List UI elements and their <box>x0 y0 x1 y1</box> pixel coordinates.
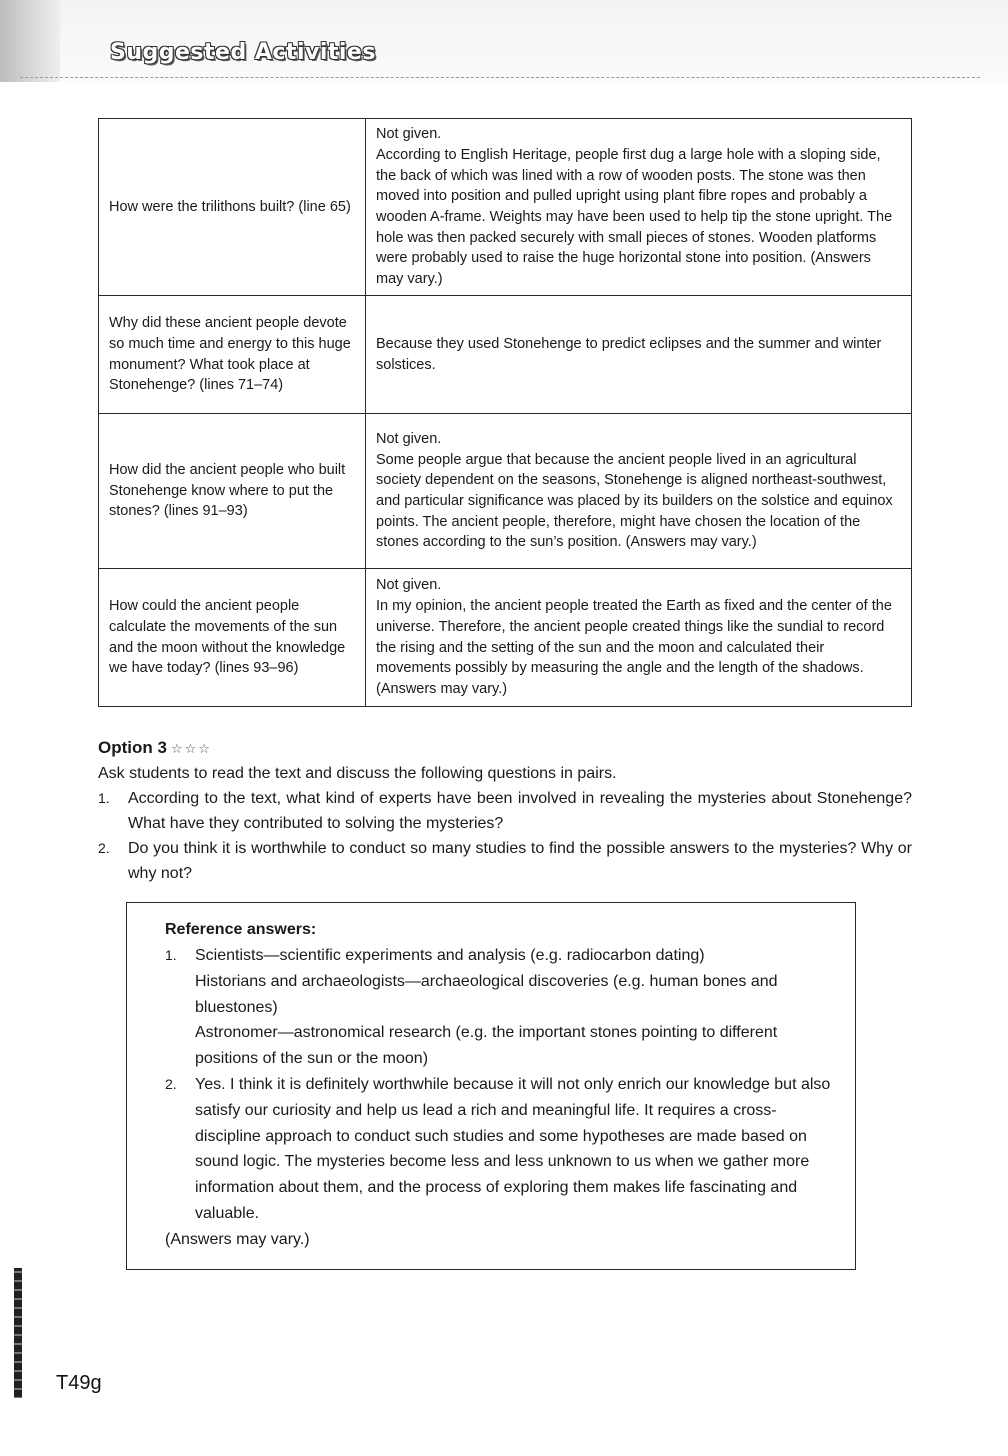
answer-line: Astronomer—astronomical research (e.g. the important stones pointing to different positions of the sun or the moon) <box>195 1024 778 1068</box>
reference-answers-box <box>126 902 856 1270</box>
question-cell: How did the ancient people who built Stonehenge know where to put the stones? (lines 91–93) <box>99 414 366 569</box>
question-number: 1. <box>98 790 110 806</box>
question-text: According to the text, what kind of experts have been involved in revealing the mysteries about Stonehenge? What have they contributed to solving the mysteries? <box>128 790 912 832</box>
answer-line: Yes. I think it is definitely worthwhile because it will not only enrich our knowledge but also satisfy our curiosity and help us lead a rich and meaningful life. It requires a cross-discipline approach to conduct such studies and some hypotheses are made based on sound logic. The mysteries become less and less unknown to us when we gather more information about them, and the process of exploring them makes life fascinating and valuable. <box>195 1075 831 1222</box>
page-number: T49g <box>56 1372 102 1394</box>
option-section <box>98 736 912 886</box>
header-bar <box>0 0 1008 82</box>
answer-line: Historians and archaeologists—archaeological discoveries (e.g. human bones and bluestones) <box>195 972 778 1016</box>
question-answer-table <box>98 118 912 707</box>
answer-line: Not given. <box>376 430 442 447</box>
question-cell: Why did these ancient people devote so much time and energy to this huge monument? What took place at Stonehenge? (lines 71–74) <box>99 296 366 414</box>
question-text: Do you think it is worthwhile to conduct so many studies to find the possible answers to the mysteries? Why or why not? <box>128 840 912 882</box>
answer-number: 2. <box>165 1075 177 1092</box>
question-cell: How were the trilithons built? (line 65) <box>99 119 366 296</box>
answers-vary-note: (Answers may vary.) <box>165 1230 310 1248</box>
answer-number: 1. <box>165 947 177 963</box>
table-row <box>99 414 912 569</box>
binding-strip <box>14 1268 22 1398</box>
header-decoration <box>0 0 60 82</box>
table-row <box>99 569 912 707</box>
section-title: Suggested Activities <box>110 40 376 65</box>
reference-answer <box>165 1072 835 1227</box>
answer-line: Some people argue that because the ancient people lived in an agricultural society dependent on the seasons, Stonehenge is aligned northeast-southwest, and particular significance was placed by its builders on the solstice and equinox points. The ancient people, therefore, might have chosen the location of the stones according to the sun’s position. (Answers may vary.) <box>376 451 893 551</box>
table-row <box>99 119 912 296</box>
answer-line: Not given. <box>376 577 442 594</box>
difficulty-stars-icon: ☆☆☆ <box>170 741 212 756</box>
answer-line: Scientists—scientific experiments and analysis (e.g. radiocarbon dating) <box>195 947 705 964</box>
answer-line: Because they used Stonehenge to predict eclipses and the summer and winter solstices. <box>376 335 882 373</box>
reference-answer <box>165 943 835 1072</box>
discussion-question <box>98 836 912 886</box>
question-cell: How could the ancient people calculate the movements of the sun and the moon without the knowledge we have today? (lines 93–96) <box>99 569 366 707</box>
answer-cell <box>366 569 912 707</box>
option-heading <box>98 736 912 761</box>
answer-cell <box>366 296 912 414</box>
answer-line: In my opinion, the ancient people treated the Earth as fixed and the center of the universe. Therefore, the ancient people created things like the sundial to record the rising and the setting of the sun and the moon and calculated their movements possibly by measuring the angle and the length of the shadows. (Answers may vary.) <box>376 598 892 697</box>
answer-line: According to English Heritage, people first dug a large hole with a sloping side, the back of which was lined with a row of wooden posts. The stone was then moved into position and pulled upright using plant fibre ropes and probably a wooden A-frame. Weights may have been used to help tip the stone upright. The hole was then packed securely with small pieces of stones. Wooden platforms were probably used to raise the huge horizontal stone into position. (Answers may vary.) <box>376 146 893 288</box>
answer-cell <box>366 414 912 569</box>
reference-title: Reference answers: <box>165 921 317 938</box>
table-row <box>99 296 912 414</box>
option-title: Option 3 <box>98 738 167 757</box>
discussion-question <box>98 786 912 836</box>
header-divider <box>20 77 980 78</box>
answer-cell <box>366 119 912 296</box>
option-instructions: Ask students to read the text and discuss the following questions in pairs. <box>98 765 617 782</box>
answer-line: Not given. <box>376 126 442 143</box>
question-number: 2. <box>98 840 110 856</box>
